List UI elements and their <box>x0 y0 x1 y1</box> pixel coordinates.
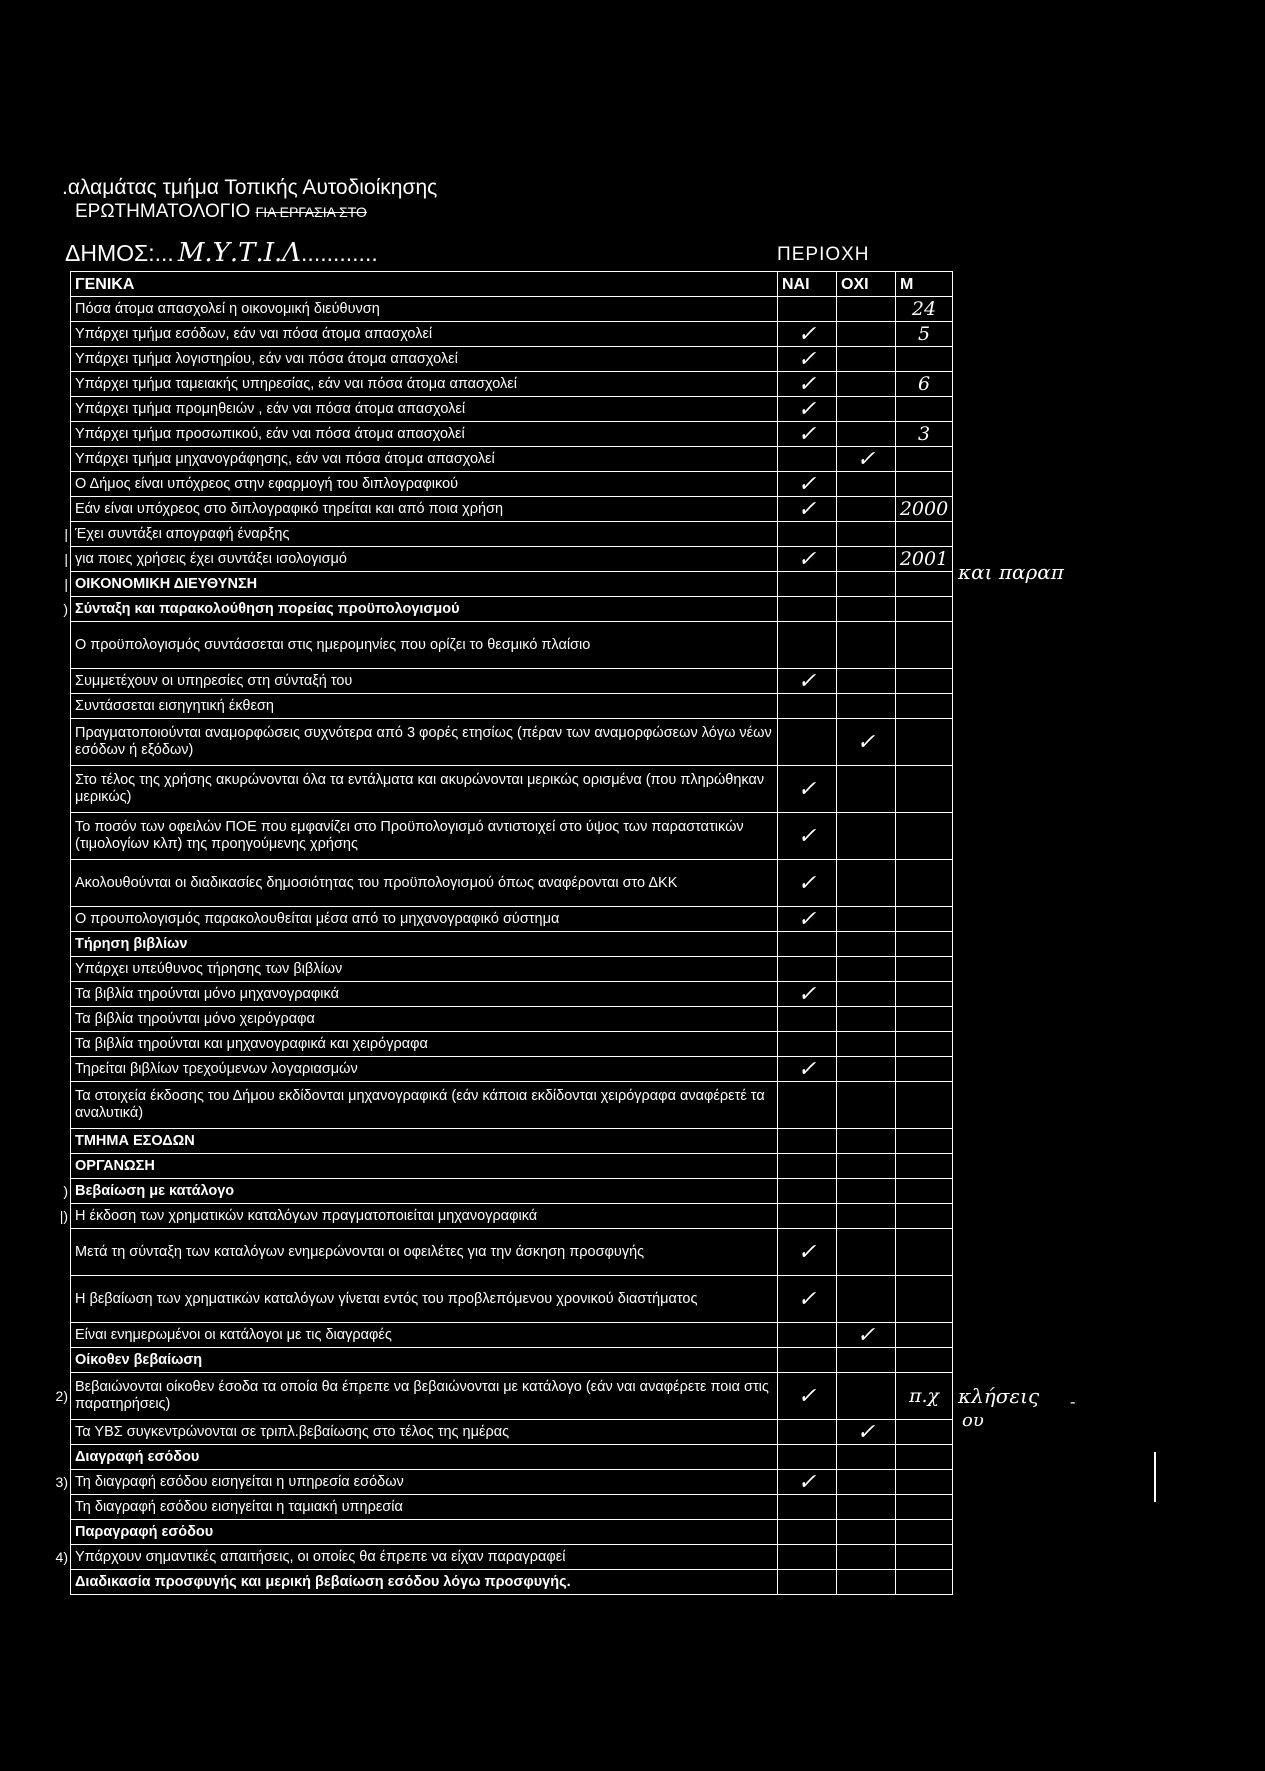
question-row <box>71 547 953 572</box>
yes-mark: ✓ <box>778 1229 837 1276</box>
question-text: Έχει συντάξει απογραφή έναρξης <box>71 522 778 547</box>
yes-mark <box>778 1323 837 1348</box>
question-row <box>71 982 953 1007</box>
question-row <box>71 1373 953 1420</box>
yes-mark: ✓ <box>778 813 837 860</box>
question-text: Υπάρχει τμήμα προσωπικού, εάν ναι πόσα άτομα απασχολεί <box>71 422 778 447</box>
question-text: Συντάσσεται εισηγητική έκθεση <box>71 694 778 719</box>
m-value <box>896 957 953 982</box>
question-text: Ο προϋπολογισμός συντάσσεται στις ημερομηνίες που ορίζει το θεσμικό πλαίσιο <box>71 622 778 669</box>
question-row <box>71 347 953 372</box>
question-row <box>71 1495 953 1520</box>
yes-mark <box>778 297 837 322</box>
yes-mark: ✓ <box>778 982 837 1007</box>
m-value <box>896 1229 953 1276</box>
question-row <box>71 1420 953 1445</box>
no-mark: ✓ <box>837 1323 896 1348</box>
yes-mark <box>778 1032 837 1057</box>
yes-mark: ✓ <box>778 907 837 932</box>
question-text: Στο τέλος της χρήσης ακυρώνονται όλα τα εντάλματα και ακυρώνονται μερικώς ορισμένα (που πληρώθηκαν μερικώς) <box>71 766 778 813</box>
question-text: Είναι ενημερωμένοι οι κατάλογοι με τις διαγραφές <box>71 1323 778 1348</box>
no-mark <box>837 472 896 497</box>
no-mark <box>837 322 896 347</box>
question-row <box>71 447 953 472</box>
yes-mark <box>778 1129 837 1154</box>
m-value: 2001 <box>896 547 953 572</box>
row-prefix: | <box>64 575 68 592</box>
no-mark <box>837 1373 896 1420</box>
yes-mark <box>778 622 837 669</box>
column-header-no: ΟΧΙ <box>837 272 896 297</box>
m-value <box>896 622 953 669</box>
question-text: Η βεβαίωση των χρηματικών καταλόγων γίνεται εντός του προβλεπόμενου χρονικού διαστήματος <box>71 1276 778 1323</box>
question-row <box>71 669 953 694</box>
no-mark: ✓ <box>837 447 896 472</box>
yes-mark: ✓ <box>778 1470 837 1495</box>
m-value <box>896 1007 953 1032</box>
question-row <box>71 719 953 766</box>
m-value <box>896 1323 953 1348</box>
question-row <box>71 397 953 422</box>
question-row <box>71 297 953 322</box>
question-row <box>71 1229 953 1276</box>
question-row <box>71 1570 953 1595</box>
question-text: για ποιες χρήσεις έχει συντάξει ισολογισμό <box>71 547 778 572</box>
handwritten-note-catalog-2: ου <box>962 1410 984 1431</box>
m-value <box>896 572 953 597</box>
municipality-handwritten-value: Μ.Υ.Τ.Ι.Λ <box>177 238 302 268</box>
question-text: Βεβαιώνονται οίκοθεν έσοδα τα οποία θα έπρεπε να βεβαιώνονται με κατάλογο (εάν ναι αναφέρετε ποια στις παρατηρήσεις) <box>71 1373 778 1420</box>
yes-mark: ✓ <box>778 347 837 372</box>
question-row <box>71 1204 953 1229</box>
m-value <box>896 1032 953 1057</box>
m-value <box>896 1129 953 1154</box>
question-text: Υπάρχουν σημαντικές απαιτήσεις, οι οποίες θα έπρεπε να είχαν παραγραφεί <box>71 1545 778 1570</box>
yes-mark: ✓ <box>778 422 837 447</box>
question-text: Τα βιβλία τηρούνται και μηχανογραφικά και χειρόγραφα <box>71 1032 778 1057</box>
question-row <box>71 1057 953 1082</box>
questionnaire-body <box>71 272 953 1595</box>
municipality-line <box>65 238 378 268</box>
no-mark <box>837 297 896 322</box>
yes-mark <box>778 1570 837 1595</box>
question-text: Οίκοθεν βεβαίωση <box>71 1348 778 1373</box>
yes-mark: ✓ <box>778 397 837 422</box>
question-row <box>71 860 953 907</box>
question-row <box>71 497 953 522</box>
no-mark <box>837 813 896 860</box>
yes-mark: ✓ <box>778 472 837 497</box>
yes-mark <box>778 522 837 547</box>
yes-mark <box>778 1520 837 1545</box>
no-mark <box>837 1057 896 1082</box>
yes-mark <box>778 447 837 472</box>
no-mark <box>837 1495 896 1520</box>
m-value <box>896 982 953 1007</box>
question-row <box>71 694 953 719</box>
m-value <box>896 766 953 813</box>
yes-mark: ✓ <box>778 1057 837 1082</box>
no-mark <box>837 1570 896 1595</box>
question-text: Ο Δήμος είναι υπόχρεος στην εφαρμογή του διπλογραφικού <box>71 472 778 497</box>
yes-mark: ✓ <box>778 860 837 907</box>
document-subtitle <box>75 201 367 223</box>
yes-mark <box>778 1179 837 1204</box>
m-value <box>896 397 953 422</box>
question-row <box>71 813 953 860</box>
handwritten-note-catalog-1: κλήσεις <box>958 1384 1040 1408</box>
question-text: Τα ΥΒΣ συγκεντρώνονται σε τριπλ.βεβαίωσης στο τέλος της ημέρας <box>71 1420 778 1445</box>
no-mark <box>837 572 896 597</box>
question-row <box>71 597 953 622</box>
no-mark <box>837 1032 896 1057</box>
m-value <box>896 1204 953 1229</box>
no-mark <box>837 1154 896 1179</box>
question-text: Τα στοιχεία έκδοσης του Δήμου εκδίδονται μηχανογραφικά (εάν κάποια εκδίδονται χειρόγραφα αναφέρετέ τα αναλυτικά) <box>71 1082 778 1129</box>
question-row <box>71 1323 953 1348</box>
m-value: π.χ <box>896 1373 953 1420</box>
no-mark <box>837 1470 896 1495</box>
m-value <box>896 447 953 472</box>
row-prefix: ) <box>63 1182 68 1199</box>
no-mark <box>837 766 896 813</box>
document-title: .αλαμάτας τμήμα Τοπικής Αυτοδιοίκησης <box>62 176 438 199</box>
question-text: Παραγραφή εσόδου <box>71 1520 778 1545</box>
no-mark <box>837 860 896 907</box>
yes-mark: ✓ <box>778 1276 837 1323</box>
m-value <box>896 1154 953 1179</box>
no-mark <box>837 1445 896 1470</box>
no-mark <box>837 1082 896 1129</box>
question-text: ΟΙΚΟΝΟΜΙΚΗ ΔΙΕΥΘΥΝΣΗ <box>71 572 778 597</box>
m-value <box>896 1445 953 1470</box>
m-value <box>896 1545 953 1570</box>
row-prefix: 3) <box>55 1473 68 1490</box>
yes-mark: ✓ <box>778 547 837 572</box>
question-text: Τήρηση βιβλίων <box>71 932 778 957</box>
question-text: ΟΡΓΑΝΩΣΗ <box>71 1154 778 1179</box>
question-row <box>71 932 953 957</box>
column-header-yes: ΝΑΙ <box>778 272 837 297</box>
m-value: 24 <box>896 297 953 322</box>
municipality-label: ΔΗΜΟΣ:... <box>65 240 174 266</box>
question-row <box>71 1276 953 1323</box>
question-text: Πόσα άτομα απασχολεί η οικονομική διεύθυνση <box>71 297 778 322</box>
yes-mark: ✓ <box>778 322 837 347</box>
yes-mark: ✓ <box>778 766 837 813</box>
no-mark <box>837 932 896 957</box>
m-value <box>896 669 953 694</box>
column-header-question: ΓΕΝΙΚΑ <box>71 272 778 297</box>
m-value <box>896 932 953 957</box>
m-value <box>896 694 953 719</box>
question-text: Υπάρχει τμήμα προμηθειών , εάν ναι πόσα άτομα απασχολεί <box>71 397 778 422</box>
question-row <box>71 1520 953 1545</box>
handwritten-note-balance: και παραπ <box>958 560 1064 584</box>
yes-mark: ✓ <box>778 497 837 522</box>
no-mark <box>837 957 896 982</box>
question-text: Ο προυπολογισμός παρακολουθείται μέσα από το μηχανογραφικό σύστημα <box>71 907 778 932</box>
question-row <box>71 422 953 447</box>
no-mark <box>837 347 896 372</box>
no-mark <box>837 422 896 447</box>
row-prefix: 4) <box>55 1548 68 1565</box>
question-text: Τηρείται βιβλίων τρεχούμενων λογαριασμών <box>71 1057 778 1082</box>
municipality-dots: ............ <box>301 240 378 266</box>
m-value <box>896 1420 953 1445</box>
yes-mark <box>778 1154 837 1179</box>
yes-mark <box>778 1204 837 1229</box>
question-text: Υπάρχει τμήμα λογιστηρίου, εάν ναι πόσα άτομα απασχολεί <box>71 347 778 372</box>
yes-mark <box>778 572 837 597</box>
question-text: Υπάρχει τμήμα μηχανογράφησης, εάν ναι πόσα άτομα απασχολεί <box>71 447 778 472</box>
no-mark <box>837 372 896 397</box>
no-mark <box>837 982 896 1007</box>
questionnaire-table <box>70 271 953 1595</box>
no-mark <box>837 1179 896 1204</box>
question-row <box>71 957 953 982</box>
region-label: ΠΕΡΙΟΧΗ <box>777 244 870 265</box>
question-row <box>71 1445 953 1470</box>
m-value <box>896 1057 953 1082</box>
yes-mark <box>778 1082 837 1129</box>
no-mark <box>837 1348 896 1373</box>
m-value <box>896 1520 953 1545</box>
handwritten-dash: - <box>1070 1392 1076 1411</box>
question-text: Τα βιβλία τηρούνται μόνο μηχανογραφικά <box>71 982 778 1007</box>
no-mark <box>837 1520 896 1545</box>
no-mark <box>837 1229 896 1276</box>
question-row <box>71 572 953 597</box>
m-value: 3 <box>896 422 953 447</box>
no-mark <box>837 1007 896 1032</box>
m-value <box>896 813 953 860</box>
yes-mark <box>778 1348 837 1373</box>
m-value <box>896 347 953 372</box>
m-value <box>896 472 953 497</box>
question-text: Τη διαγραφή εσόδου εισηγείται η ταμιακή υπηρεσία <box>71 1495 778 1520</box>
m-value: 2000 <box>896 497 953 522</box>
m-value <box>896 1348 953 1373</box>
subtitle-text: ΕΡΩΤΗΜΑΤΟΛΟΓΙΟ <box>75 201 251 222</box>
question-text: Υπάρχει υπεύθυνος τήρησης των βιβλίων <box>71 957 778 982</box>
question-text: Συμμετέχουν οι υπηρεσίες στη σύνταξή του <box>71 669 778 694</box>
question-row <box>71 1082 953 1129</box>
m-value <box>896 1276 953 1323</box>
yes-mark <box>778 597 837 622</box>
question-text: Ακολουθούνται οι διαδικασίες δημοσιότητας του προϋπολογισμού όπως αναφέρονται στο ΔΚΚ <box>71 860 778 907</box>
question-row <box>71 372 953 397</box>
no-mark <box>837 497 896 522</box>
yes-mark <box>778 1420 837 1445</box>
no-mark <box>837 547 896 572</box>
no-mark: ✓ <box>837 1420 896 1445</box>
m-value <box>896 522 953 547</box>
row-prefix: |) <box>59 1207 68 1224</box>
question-row <box>71 1129 953 1154</box>
question-text: Μετά τη σύνταξη των καταλόγων ενημερώνονται οι οφειλέτες για την άσκηση προσφυγής <box>71 1229 778 1276</box>
no-mark <box>837 669 896 694</box>
question-row <box>71 1179 953 1204</box>
m-value <box>896 597 953 622</box>
no-mark <box>837 622 896 669</box>
question-row <box>71 1032 953 1057</box>
question-row <box>71 1470 953 1495</box>
yes-mark: ✓ <box>778 669 837 694</box>
no-mark <box>837 907 896 932</box>
no-mark <box>837 597 896 622</box>
yes-mark <box>778 1495 837 1520</box>
yes-mark: ✓ <box>778 1373 837 1420</box>
question-text: Τα βιβλία τηρούνται μόνο χειρόγραφα <box>71 1007 778 1032</box>
yes-mark <box>778 719 837 766</box>
question-row <box>71 1007 953 1032</box>
question-text: Σύνταξη και παρακολούθηση πορείας προϋπολογισμού <box>71 597 778 622</box>
question-text: Πραγματοποιούνται αναμορφώσεις συχνότερα από 3 φορές ετησίως (πέραν των αναμορφώσεων λόγω νέων εσόδων ή εξόδων) <box>71 719 778 766</box>
yes-mark <box>778 694 837 719</box>
yes-mark <box>778 1545 837 1570</box>
yes-mark <box>778 1445 837 1470</box>
yes-mark <box>778 957 837 982</box>
no-mark <box>837 397 896 422</box>
m-value <box>896 1470 953 1495</box>
question-text: Το ποσόν των οφειλών ΠΟΕ που εμφανίζει στο Προϋπολογισμό αντιστοιχεί στο ύψος των παραστατικών (τιμολογίων κλπ) της προηγούμενης χρήσης <box>71 813 778 860</box>
m-value <box>896 860 953 907</box>
m-value <box>896 1495 953 1520</box>
no-mark <box>837 694 896 719</box>
no-mark <box>837 1545 896 1570</box>
yes-mark <box>778 932 837 957</box>
question-row <box>71 472 953 497</box>
question-text: Η έκδοση των χρηματικών καταλόγων πραγματοποιείται μηχανογραφικά <box>71 1204 778 1229</box>
row-prefix: | <box>64 550 68 567</box>
row-prefix: | <box>64 525 68 542</box>
m-value: 5 <box>896 322 953 347</box>
margin-mark <box>1154 1452 1156 1502</box>
question-text: Εάν είναι υπόχρεος στο διπλογραφικό τηρείται και από ποια χρήση <box>71 497 778 522</box>
row-prefix: ) <box>63 600 68 617</box>
question-text: Διαδικασία προσφυγής και μερική βεβαίωση εσόδου λόγω προσφυγής. <box>71 1570 778 1595</box>
m-value <box>896 1082 953 1129</box>
yes-mark: ✓ <box>778 372 837 397</box>
m-value <box>896 1179 953 1204</box>
yes-mark <box>778 1007 837 1032</box>
question-row <box>71 322 953 347</box>
m-value <box>896 907 953 932</box>
row-prefix: 2) <box>55 1387 68 1404</box>
no-mark: ✓ <box>837 719 896 766</box>
question-row <box>71 907 953 932</box>
question-row <box>71 766 953 813</box>
m-value <box>896 1570 953 1595</box>
question-text: ΤΜΗΜΑ ΕΣΟΔΩΝ <box>71 1129 778 1154</box>
question-row <box>71 622 953 669</box>
table-header-row <box>71 272 953 297</box>
no-mark <box>837 1129 896 1154</box>
question-text: Υπάρχει τμήμα ταμειακής υπηρεσίας, εάν ναι πόσα άτομα απασχολεί <box>71 372 778 397</box>
question-text: Διαγραφή εσόδου <box>71 1445 778 1470</box>
question-row <box>71 1545 953 1570</box>
question-text: Βεβαίωση με κατάλογο <box>71 1179 778 1204</box>
question-text: Τη διαγραφή εσόδου εισηγείται η υπηρεσία εσόδων <box>71 1470 778 1495</box>
no-mark <box>837 1204 896 1229</box>
m-value <box>896 719 953 766</box>
question-text: Υπάρχει τμήμα εσόδων, εάν ναι πόσα άτομα απασχολεί <box>71 322 778 347</box>
no-mark <box>837 1276 896 1323</box>
question-row <box>71 1348 953 1373</box>
no-mark <box>837 522 896 547</box>
question-row <box>71 1154 953 1179</box>
column-header-m: Μ <box>896 272 953 297</box>
subtitle-struck-text: ΓΙΑ ΕΡΓΑΣΙΑ ΣΤΟ <box>255 204 367 220</box>
question-row <box>71 522 953 547</box>
m-value: 6 <box>896 372 953 397</box>
